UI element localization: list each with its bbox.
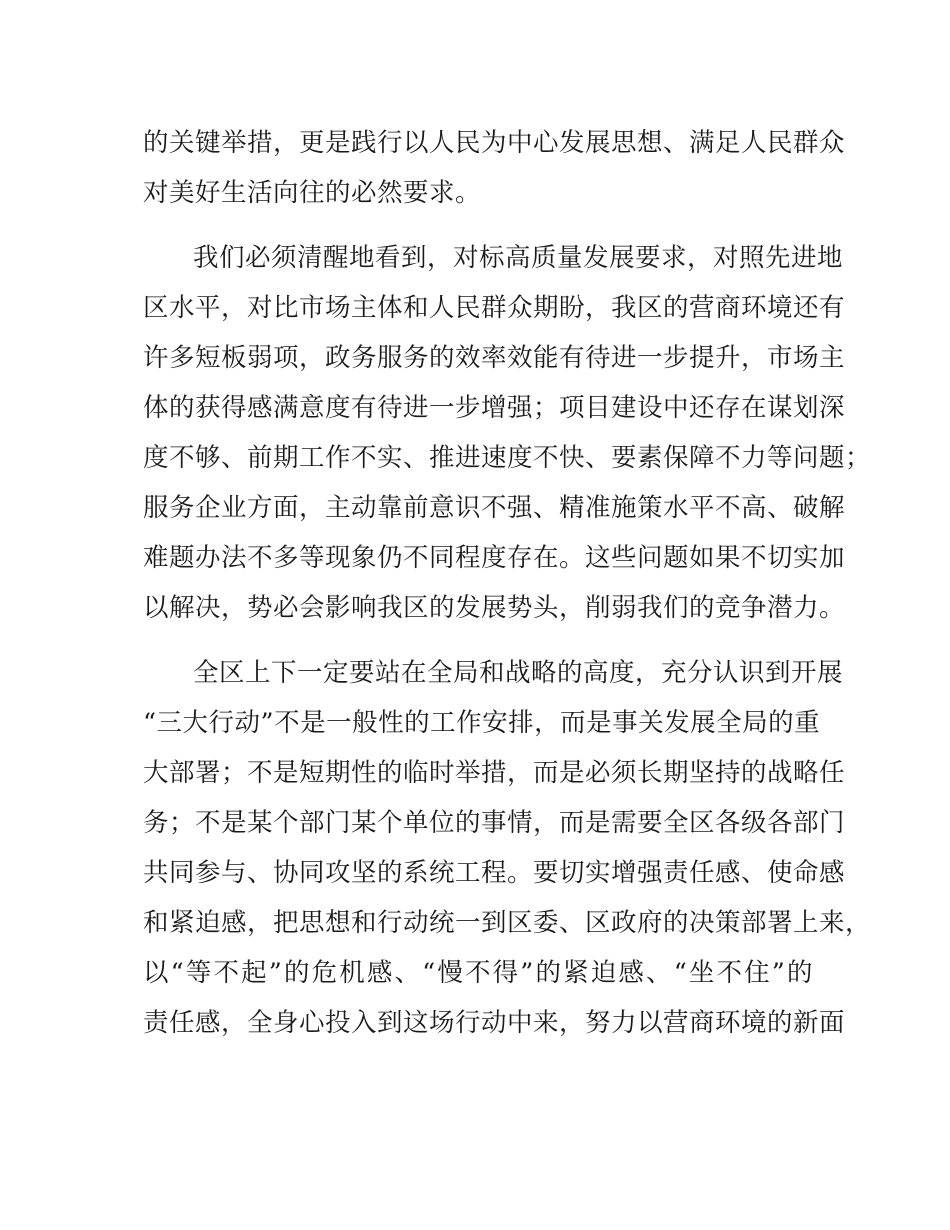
text-line: 对美好生活向往的必然要求。 xyxy=(143,178,482,208)
text-line: 全区上下一定要站在全局和战略的高度，充分认识到开展 xyxy=(193,658,844,688)
text-line: 度不够、前期工作不实、推进速度不快、要素保障不力等问题； xyxy=(143,443,872,473)
text-line: 难题办法不多等现象仍不同程度存在。这些问题如果不切实加 xyxy=(143,543,846,573)
text-line: 服务企业方面，主动靠前意识不强、精准施策水平不高、破解 xyxy=(143,493,846,523)
text-line: 我们必须清醒地看到，对标高质量发展要求，对照先进地 xyxy=(193,243,844,273)
text-line: 责任感，全身心投入到这场行动中来，努力以营商环境的新面 xyxy=(143,1008,846,1038)
text-line: 区水平，对比市场主体和人民群众期盼，我区的营商环境还有 xyxy=(143,293,846,323)
text-line: 共同参与、协同攻坚的系统工程。要切实增强责任感、使命感 xyxy=(143,858,846,888)
text-line: 务；不是某个部门某个单位的事情，而是需要全区各级各部门 xyxy=(143,808,846,838)
text-line: “三大行动”不是一般性的工作安排，而是事关发展全局的重 xyxy=(143,708,821,738)
text-line: 以“等不起”的危机感、“慢不得”的紧迫感、“坐不住”的 xyxy=(143,958,813,988)
text-line: 的关键举措，更是践行以人民为中心发展思想、满足人民群众 xyxy=(143,128,846,158)
text-line: 许多短板弱项，政务服务的效率效能有待进一步提升，市场主 xyxy=(143,343,846,373)
text-line: 以解决，势必会影响我区的发展势头，削弱我们的竞争潜力。 xyxy=(143,593,846,623)
text-line: 大部署；不是短期性的临时举措，而是必须长期坚持的战略任 xyxy=(143,758,846,788)
text-line: 和紧迫感，把思想和行动统一到区委、区政府的决策部署上来， xyxy=(143,908,872,938)
text-line: 体的获得感满意度有待进一步增强；项目建设中还存在谋划深 xyxy=(143,393,846,423)
